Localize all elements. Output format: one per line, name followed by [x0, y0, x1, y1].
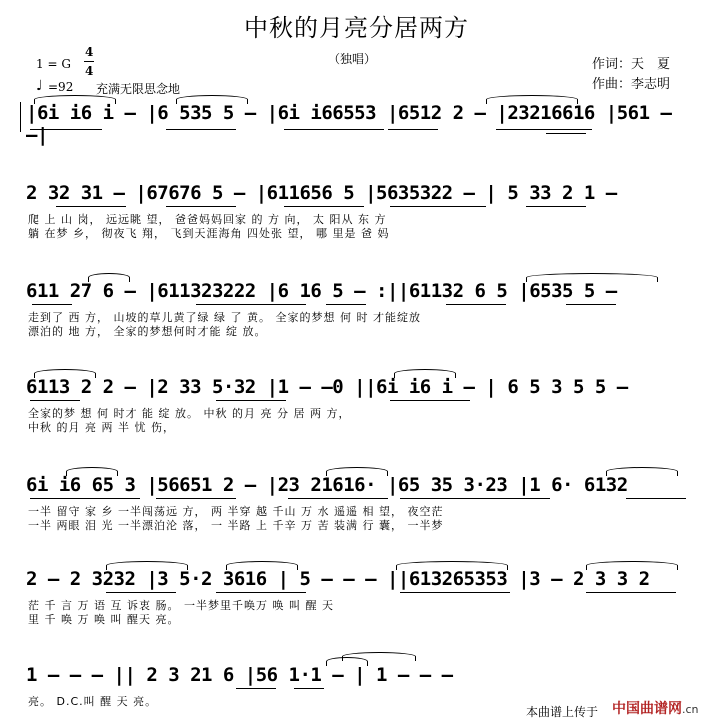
slur — [34, 95, 116, 104]
notation-line: 1 – – – || 2 3 21 6 |56 1·1 – | 1 – – – — [26, 664, 453, 686]
beam-underline — [326, 304, 366, 305]
notation-line: 6113 2 2 – |2 33 5·32 |1 – –0 ||6i i6 i – | 6 5 3 5 5 – — [26, 376, 628, 398]
lyrics-verse-1: 茫 千 言 万 语 互 诉衷 肠。 一半梦里千唤万 唤 叫 醒 天 — [28, 599, 334, 612]
page-title: 中秋的月亮分居两方 — [244, 14, 469, 42]
beam-underline — [30, 129, 102, 130]
beam-underline — [294, 688, 324, 689]
quarter-note-icon: ♩ — [36, 78, 43, 94]
beam-underline — [496, 129, 592, 130]
beam-underline — [400, 592, 510, 593]
slur — [106, 561, 188, 570]
beam-underline — [216, 592, 306, 593]
notation-line: |6i i6 i – |6 535 5 – |6i i66553 |6512 2 – |23216616 |561 – –| — [26, 102, 672, 146]
slur — [88, 273, 130, 282]
slur — [226, 561, 298, 570]
lyricist-credit: 作词：天 夏 — [592, 57, 671, 72]
beam-underline — [236, 688, 276, 689]
beam-underline — [156, 498, 236, 499]
beam-underline — [216, 400, 286, 401]
slur — [394, 369, 456, 378]
beam-underline — [446, 304, 506, 305]
beam-underline — [388, 129, 438, 130]
beam-underline — [284, 129, 384, 130]
beam-underline — [390, 206, 486, 207]
slur — [326, 467, 388, 476]
beam-underline — [400, 498, 550, 499]
notation-line: 6i i6 65 3 |56651 2 – |23 21616· |65 35 3·23 |1 6· 6132 — [26, 474, 628, 496]
slur — [34, 369, 96, 378]
slur — [486, 95, 578, 104]
beam-underline — [586, 592, 676, 593]
beam-underline — [56, 206, 126, 207]
beam-underline — [284, 206, 364, 207]
beam-underline — [166, 206, 236, 207]
beam-underline — [30, 400, 80, 401]
lyrics-verse-1: 走到了 西 方， 山坡的草儿黄了绿 绿 了 黄。 全家的梦想 何 时 才能绽放 — [28, 311, 421, 324]
slur — [66, 467, 118, 476]
beam-underline — [566, 304, 616, 305]
beam-underline — [106, 592, 176, 593]
slur — [526, 273, 658, 282]
beam-underline — [196, 304, 306, 305]
lyrics-verse-2: 漂泊的 地 方， 全家的梦想何时才能 绽 放。 — [28, 325, 267, 338]
expression-marking: 充满无限思念地 — [96, 82, 181, 96]
time-signature-top: 4 — [85, 45, 94, 59]
lyrics-verse-1: 亮。 D.C.叫 醒 天 亮。 — [28, 695, 158, 708]
lyrics-verse-2: 中秋 的月 亮 两 半 忧 伤， — [28, 421, 175, 434]
slur — [606, 467, 678, 476]
site-logo-domain: .cn — [682, 703, 699, 716]
slur — [396, 561, 508, 570]
beam-underline — [32, 304, 72, 305]
lyrics-verse-1: 一半 留守 家 乡 一半闯荡远 方， 两 半穿 越 千山 万 水 遥遥 相 望， 夜空茫 — [28, 505, 444, 518]
tempo-marking: =92 — [48, 80, 74, 94]
beam-underline — [390, 400, 470, 401]
lyrics-verse-2: 躺 在梦 乡， 彻夜飞 翔， 飞到天涯海角 四处张 望， 哪 里是 爸 妈 — [28, 227, 390, 240]
upload-note: 本曲谱上传于 — [526, 705, 599, 719]
beam-underline — [546, 133, 586, 134]
notation-line: 2 32 31 – |67676 5 – |611656 5 |5635322 – | 5 33 2 1 – — [26, 182, 617, 204]
performance-note: （独唱） — [328, 52, 377, 66]
notation-line: 611 27 6 – |611323222 |6 16 5 – :||61132 6 5 |6535 5 – — [26, 280, 617, 302]
slur — [176, 95, 248, 104]
key-signature: 1 = G — [36, 57, 71, 71]
beam-underline — [30, 498, 140, 499]
lyrics-verse-2: 里 千 唤 万 唤 叫 醒天 亮。 — [28, 613, 180, 626]
tie — [342, 652, 416, 661]
lyrics-verse-1: 爬 上 山 岗， 远远眺 望， 爸爸妈妈回家 的 方 向， 太 阳从 东 方 — [28, 213, 387, 226]
beam-underline — [526, 206, 586, 207]
lyrics-verse-2: 一半 两眼 泪 光 一半漂泊沦 落， 一 半路 上 千辛 万 苦 装满 行 囊， 一半梦 — [28, 519, 444, 532]
slur — [586, 561, 678, 570]
site-logo-text: 中国曲谱网 — [612, 701, 682, 717]
repeat-barline — [20, 102, 21, 132]
time-signature-divider — [84, 61, 94, 62]
time-signature-bottom: 4 — [85, 64, 94, 78]
beam-underline — [288, 498, 388, 499]
site-logo — [612, 698, 699, 718]
lyrics-verse-1: 全家的梦 想 何 时才 能 绽 放。 中秋 的月 亮 分 居 两 方， — [28, 407, 351, 420]
notation-line: 2 – 2 3232 |3 5·2 3616 | 5 – – – ||613265353 |3 – 2 3 3 2 — [26, 568, 650, 590]
beam-underline — [166, 129, 236, 130]
beam-underline — [626, 498, 686, 499]
composer-credit: 作曲：李志明 — [592, 77, 671, 92]
